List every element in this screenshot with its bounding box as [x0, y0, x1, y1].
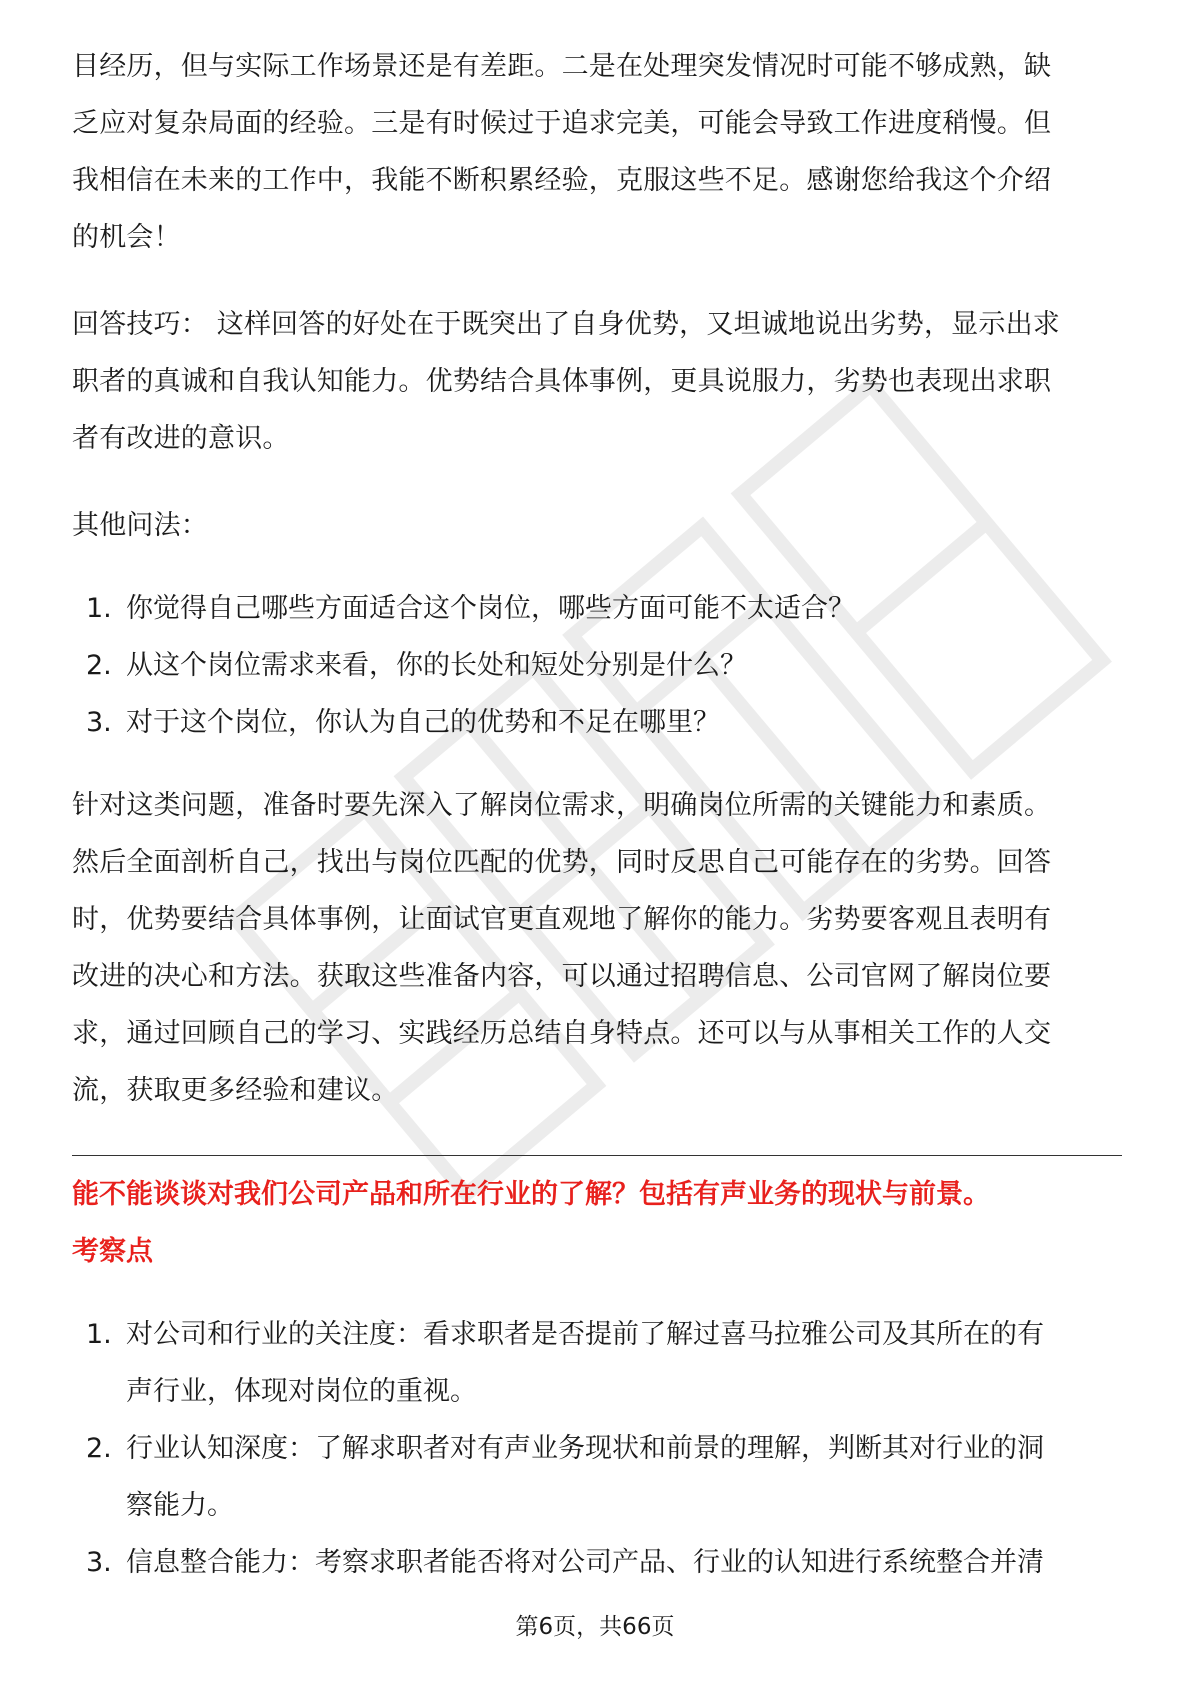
list-item [72, 637, 1122, 694]
list-item [72, 1420, 1122, 1534]
list-number: 2. [86, 1433, 112, 1464]
advice-line: 时，优势要结合具体事例，让面试官更直观地了解你的能力。劣势要客观且表明有 [72, 904, 1052, 935]
tips-paragraph [72, 296, 1122, 467]
list-item [72, 694, 1122, 751]
intro-line: 乏应对复杂局面的经验。三是有时候过于追求完美，可能会导致工作进度稍慢。但 [72, 108, 1052, 139]
other-questions-heading: 其他问法： [72, 510, 208, 541]
other-questions-list [72, 580, 1122, 751]
list-number: 1. [86, 1319, 112, 1350]
page-footer: 第6页，共66页 [515, 1614, 675, 1640]
intro-paragraph [72, 38, 1122, 266]
list-number: 1. [86, 593, 112, 624]
list-text: 行业认知深度：了解求职者对有声业务现状和前景的理解，判断其对行业的洞 [126, 1433, 1044, 1464]
list-number: 3. [86, 707, 112, 738]
advice-line: 流，获取更多经验和建议。 [72, 1075, 399, 1106]
assessment-points-list [72, 1306, 1122, 1591]
advice-line: 求，通过回顾自己的学习、实践经历总结自身特点。还可以与从事相关工作的人交 [72, 1018, 1052, 1049]
advice-line: 针对这类问题，准备时要先深入了解岗位需求，明确岗位所需的关键能力和素质。 [72, 790, 1052, 821]
list-text: 对公司和行业的关注度：看求职者是否提前了解过喜马拉雅公司及其所在的有 [126, 1319, 1044, 1350]
page-content [72, 38, 1122, 1591]
tips-line: 回答技巧： 这样回答的好处在于既突出了自身优势，又坦诚地说出劣势，显示出求 [72, 309, 1060, 340]
intro-line: 的机会！ [72, 222, 181, 253]
intro-line: 我相信在未来的工作中，我能不断积累经验，克服这些不足。感谢您给我这个介绍 [72, 165, 1052, 196]
list-text: 察能力。 [126, 1490, 234, 1521]
tips-line: 者有改进的意识。 [72, 423, 290, 454]
list-item [72, 580, 1122, 637]
list-number: 2. [86, 650, 112, 681]
list-item [72, 1306, 1122, 1420]
advice-line: 改进的决心和方法。获取这些准备内容，可以通过招聘信息、公司官网了解岗位要 [72, 961, 1052, 992]
section-subhead: 考察点 [72, 1236, 153, 1267]
list-text: 从这个岗位需求来看，你的长处和短处分别是什么？ [126, 650, 747, 681]
list-item [72, 1534, 1122, 1591]
list-number: 3. [86, 1547, 112, 1578]
section-question-title: 能不能谈谈对我们公司产品和所在行业的了解？包括有声业务的现状与前景。 [72, 1179, 990, 1210]
list-text: 你觉得自己哪些方面适合这个岗位，哪些方面可能不太适合？ [126, 593, 855, 624]
list-text: 声行业，体现对岗位的重视。 [126, 1376, 477, 1407]
list-text: 信息整合能力：考察求职者能否将对公司产品、行业的认知进行系统整合并清 [126, 1547, 1044, 1578]
list-text: 对于这个岗位，你认为自己的优势和不足在哪里？ [126, 707, 720, 738]
advice-line: 然后全面剖析自己，找出与岗位匹配的优势，同时反思自己可能存在的劣势。回答 [72, 847, 1052, 878]
tips-line: 职者的真诚和自我认知能力。优势结合具体事例，更具说服力，劣势也表现出求职 [72, 366, 1052, 397]
advice-paragraph [72, 777, 1122, 1119]
intro-line: 目经历，但与实际工作场景还是有差距。二是在处理突发情况时可能不够成熟，缺 [72, 51, 1052, 82]
